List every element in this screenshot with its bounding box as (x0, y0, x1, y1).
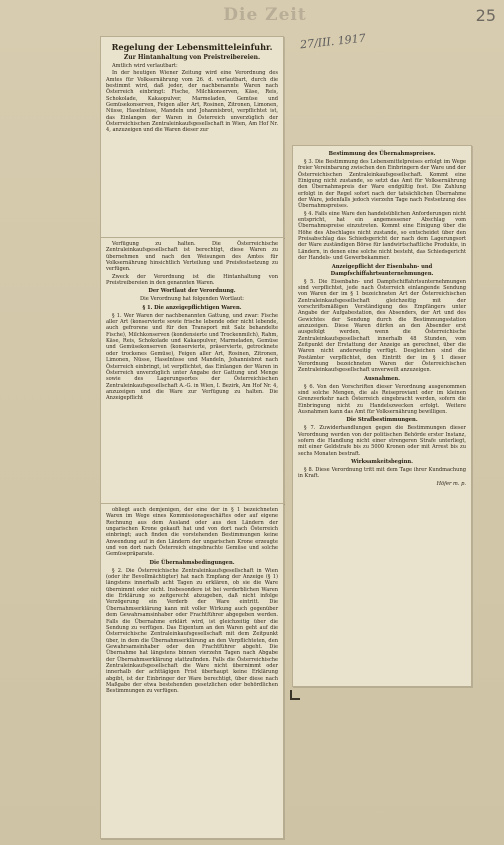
clipping-left-bottom (100, 503, 284, 839)
paragraph: obliegt auch demjenigen, der eine der in § 1 bezeichneten Waren im Wege eines Kommissionsgeschäftes oder auf eigene Rechnung aus dem Ausland oder aus den Ländern der ungarischen Krone gekauft hat und von dort nach Österreich einbringt; auch finden die vorstehenden Bestimmungen keine Anwendung auf in den Ländern der ungarischen Krone erzeugte und von dort nach Österreich eingebrachte Gemüse und solche Gemüsepräparate. (106, 507, 278, 558)
corner-mark-icon (290, 690, 300, 700)
paragraph: § 1. Wer Waren der nachbenannten Gattung, und zwar: Fische aller Art (konservierte sowie frische lebende oder nicht lebende, auch gefrorene und für den Transport mit Salz behandelte Fische), Milchkonserven (kondensierte und Trockenmilch), Rahm, Käse, Reis, Schokolade und Kakaopulver, Marmeladen, Gemüse und Gemüsekonserven (konservierte, präservierte, getrocknete oder trockenes Gemüse), Feigen aller Art, Rosinen, Zitronen, Limonen, Nüsse, Haselnüsse und Mandeln, Johannisbrot nach Österreich einbringt, ist verpflichtet, das Einlangen der Waren in Österreich unverzüglich unter Angabe der Gattung und Menge sowie des Lagerungsortes der Österreichischen Zentraleinkaufsgesellschaft A.-G. in Wien, I. Bezirk, Am Hof Nr. 4, anzuzeigen und die Ware zur Verfügung zu halten. Die Anzeigepflicht (106, 312, 278, 402)
paragraph: In der heutigen Wiener Zeitung wird eine Verordnung des Amtes für Volksernährung vom 26. d. verlautbart, durch die bestimmt wird, daß jeder, der nachbenannte Waren nach Österreich einbringt: Fische, Milchkonserven, Käse, Reis, Schokolade, Kakaopulver, Marmeladen, Gemüse und Gemüsekonserven, Feigen aller Art, Rosinen, Zitronen, Limonen, Nüsse, Haselnüsse, Mandeln und Johannisbrot, verpflichtet ist, das Einlangen der Waren in Österreich unverzüglich der Österreichischen Zentraleinkaufsgesellschaft in Wien, Am Hof Nr. 4, anzuzeigen und die Waren dieser zur (106, 70, 278, 134)
section-title: Der Wortlaut der Verordnung. (148, 288, 236, 295)
clipping-column (101, 504, 283, 699)
paragraph: § 8. Diese Verordnung tritt mit dem Tage ihrer Kundmachung in Kraft. (298, 467, 466, 480)
clipping-column (101, 37, 283, 138)
clipping-left-middle (100, 237, 284, 504)
article-subhead: Zur Hintanhaltung von Preistreibereien. (123, 54, 261, 61)
section-title: Die Strafbestimmungen. (346, 417, 418, 424)
paragraph: § 2. Die Österreichische Zentraleinkaufsgesellschaft in Wien (oder ihr Bevollmächtigter) hat nach Empfang der Anzeige (§ 1) längstens innerhalb acht Tagen zu erklären, ob sie die Ware übernimmt oder nicht. Insbesondere ist bei verderblichen Waren die Erklärung so zeitgerecht abzugeben, daß nicht infolge Verzögerung ein Verderb der Ware eintritt. Die Übernahmserklärung kann mit voller Wirkung auch gegenüber dem Gewahrsamsinhaber oder Frachtführer abgegeben werden. Falls die Übernahme erklärt wird, ist gleichzeitig über die Sendung zu verfügen. Das Eigentum an den Waren geht auf die Österreichische Zentraleinkaufsgesellschaft mit dem Zeitpunkt über, in dem die Übernahmserklärung an den Verpflichteten, den Gewahrsamsinhaber oder den Frachtführer abgeht. Die Übernahme hat längstens binnen vierzehn Tagen nach Abgabe der Übernahmserklärung stattzufinden. Falls die Österreichische Zentraleinkaufsgesellschaft die Ware nicht übernimmt oder innerhalb der achttägigen Frist überhaupt keine Erklärung abgibt, ist der Einbringer der Ware berechtigt, über diese nach Maßgabe der etwa bestehenden gesetzlichen oder behördlichen Bestimmungen zu verfügen. (106, 567, 278, 695)
section-title: Ausnahmen. (364, 375, 400, 382)
clipping-column (293, 146, 471, 491)
page-number: 25 (475, 6, 496, 25)
section-title: Bestimmung des Übernahmspreises. (328, 151, 436, 157)
paragraph: § 4. Falls eine Ware den handelsüblichen Anforderungen nicht entspricht, hat ein angemessener Abschlag vom Übernahmspreise einzutreten. Kommt eine Einigung über die Höhe des Abschlages nicht zustande, so entscheidet über den Preisabschlag das Schiedsgericht der nach dem Lagerungsort der Ware zuständigen Börse für landwirtschaftliche Produkte, in Ländern, in denen eine solche nicht besteht, das Schiedsgericht der Handels- und Gewerbekammer. (298, 210, 466, 262)
section-title: Anzeigepflicht der Eisenbahn- und Dampfschiffahrtsunternehmungen. (330, 263, 434, 277)
section-title: Die Übernahmsbedingungen. (149, 559, 235, 566)
clipping-left-top (100, 36, 284, 238)
paragraph: Zweck der Verordnung ist die Hintanhaltung von Preistreibereien in den genannten Waren. (106, 273, 278, 287)
signature: Höfer m. p. (436, 480, 466, 487)
paragraph: Amtlich wird verlautbart: (112, 63, 178, 69)
article-headline: Regelung der Lebensmitteleinfuhr. (111, 42, 273, 52)
paragraph: § 3. Die Bestimmung des Lebensmittelpreises erfolgt im Wege freier Vereinbarung zwischen den Einbringern der Ware und der Österreichischen Zentraleinkaufsgesellschaft. Kommt eine Einigung nicht zustande, so setzt das Amt für Volksernährung den Übernahmspreis der Ware endgültig fest. Die Zahlung erfolgt in der Regel sofort nach der tatsächlichen Übernahme der Ware, jedenfalls jedoch vierzehn Tage nach Festsetzung des Übernahmspreises. (298, 159, 466, 210)
paragraph: Die Verordnung hat folgenden Wortlaut: (140, 296, 244, 303)
paragraph: Verfügung zu halten. Die Österreichische Zentraleinkaufsgesellschaft ist berechtigt, diese Waren zu übernehmen und nach den Weisungen des Amtes für Volksernährung hinsichtlich Verteilung und Preisfestsetzung zu verfügen. (106, 241, 278, 273)
clipping-column (101, 238, 283, 406)
masthead: Die Zeit (223, 5, 307, 25)
paragraph: § 5. Die Eisenbahn- und Dampfschiffahrtsunternehmungen sind verpflichtet, jede nach Österreich einlangende Sendung von Waren der im § 1 bezeichneten Art der Österreichischen Zentraleinkaufsgesellschaft gleichzeitig mit der vorschriftsmäßigen Verständigung des Empfängers unter Angabe der Aufgabestation, des Absenders, der Art und des Gewichtes der Sendung durch die Bestimmungsstation anzuzeigen. Diese Waren dürfen an den Absender erst ausgefolgt werden, wenn die Österreichische Zentraleinkaufsgesellschaft innerhalb 48 Stunden, vom Zeitpunkt der Erstattung der Anzeige an gerechnet, über die Waren nicht anderweitig verfügt. Desgleichen sind die Postämter verpflichtet, den Eintritt der im § 1 dieser Verordnung bezeichneten Waren der Österreichischen Zentraleinkaufsgesellschaft unverweilt anzuzeigen. (298, 278, 466, 374)
paragraph: § 6. Von den Vorschriften dieser Verordnung ausgenommen sind solche Mengen, die als Reiseproviant oder im kleinen Grenzverkehr nach Österreich eingebracht werden, sofern die Einbringung nicht zu Handelszwecken erfolgt. Weitere Ausnahmen kann das Amt für Volksernährung bewilligen. (298, 383, 466, 416)
handwritten-date: 27/III. 1917 (299, 31, 367, 52)
section-title: Wirksamkeitsbeginn. (351, 459, 413, 466)
clipping-right (292, 145, 472, 687)
paragraph: § 7. Zuwiderhandlungen gegen die Bestimmungen dieser Verordnung werden von der politischen Behörde erster Instanz, sofern die Handlung nicht einer strengeren Strafe unterliegt, mit einer Geldstrafe bis zu 5000 Kronen oder mit Arrest bis zu sechs Monaten bestraft. (298, 425, 466, 457)
section-title: § 1. Die anzeigepflichtigen Waren. (142, 304, 242, 311)
